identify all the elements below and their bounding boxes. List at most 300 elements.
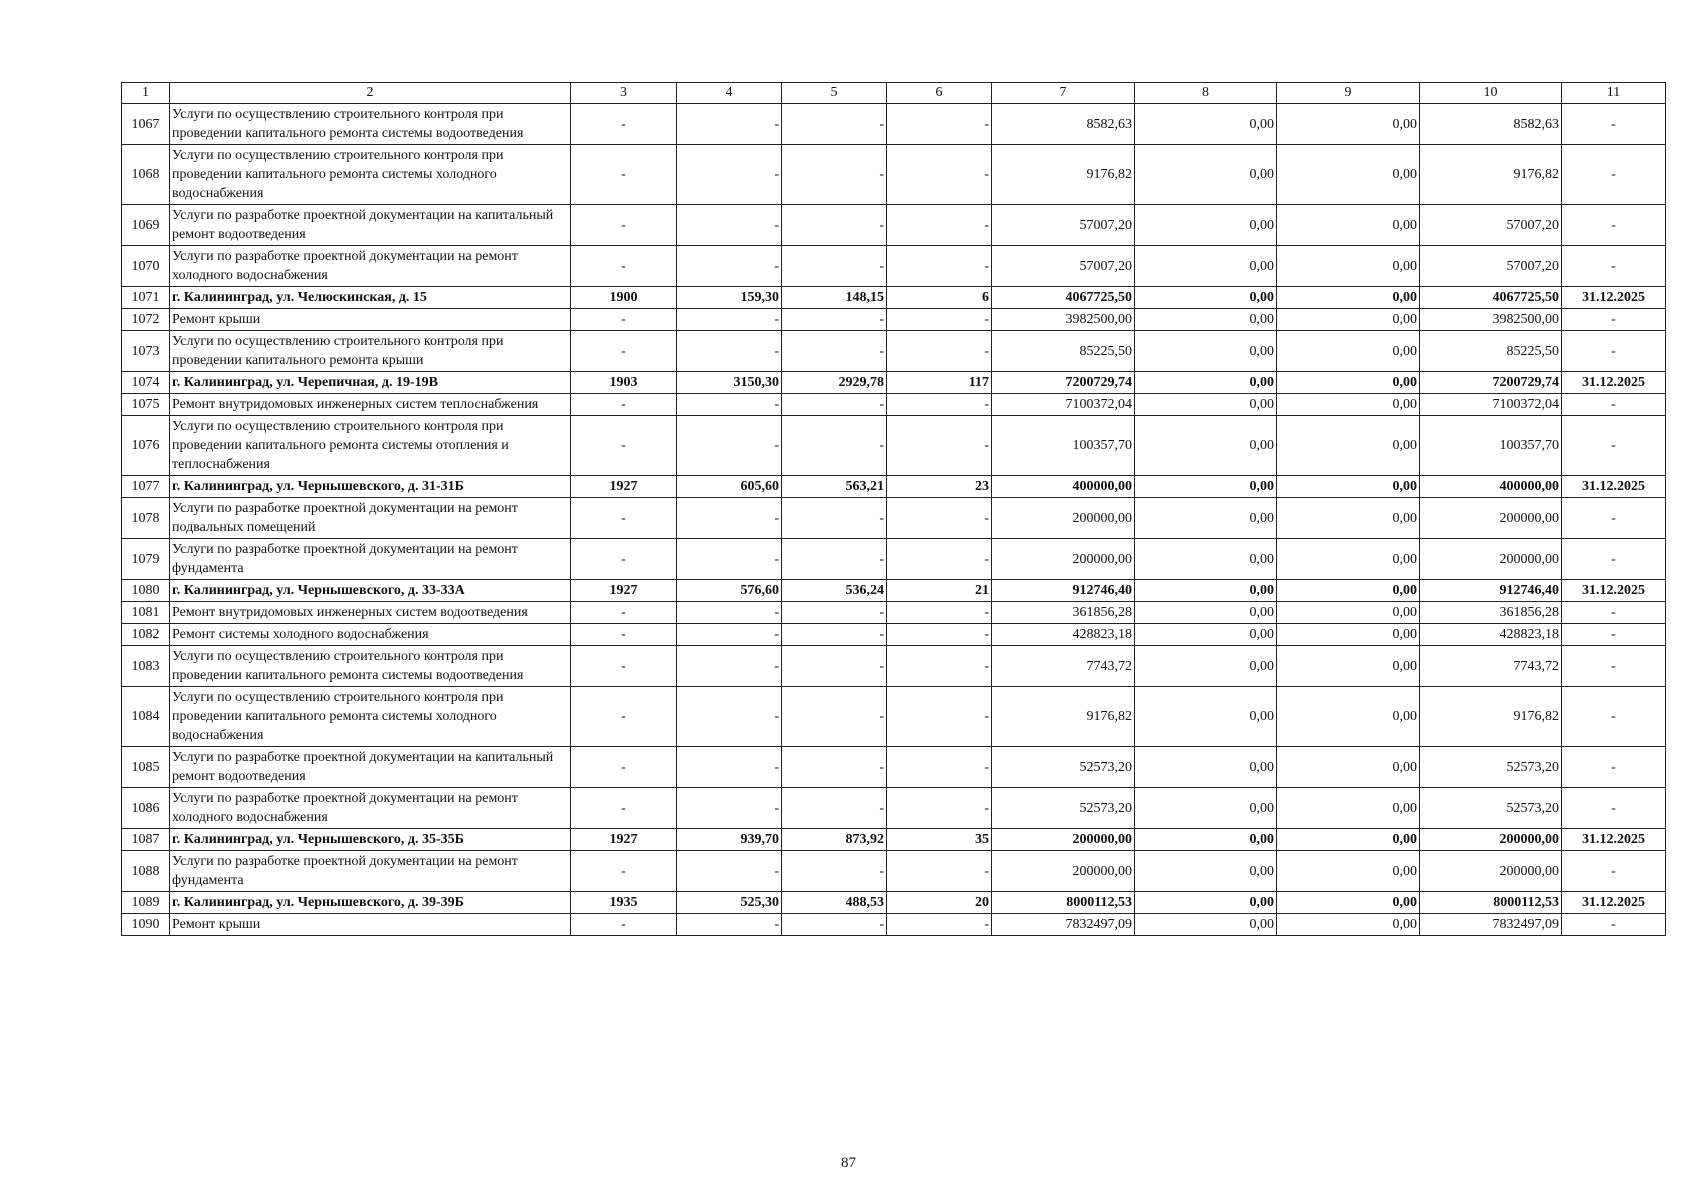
- cell-col3: -: [571, 246, 677, 287]
- cell-col7: 9176,82: [992, 687, 1135, 747]
- cell-col7: 912746,40: [992, 580, 1135, 602]
- cell-col8: 0,00: [1135, 829, 1277, 851]
- cell-col8: 0,00: [1135, 580, 1277, 602]
- cell-col7: 200000,00: [992, 498, 1135, 539]
- work-name: Ремонт крыши: [170, 309, 571, 331]
- cell-col3: 1935: [571, 892, 677, 914]
- cell-col9: 0,00: [1277, 309, 1420, 331]
- work-name: Услуги по осуществлению строительного контроля при проведении капитального ремонта системы холодного водоснабжения: [170, 687, 571, 747]
- cell-col8: 0,00: [1135, 687, 1277, 747]
- cell-col6: -: [887, 331, 992, 372]
- cell-col10: 8000112,53: [1420, 892, 1562, 914]
- cell-col5: 536,24: [782, 580, 887, 602]
- cell-col5: -: [782, 602, 887, 624]
- cell-col10: 52573,20: [1420, 747, 1562, 788]
- cell-col9: 0,00: [1277, 687, 1420, 747]
- cell-col9: 0,00: [1277, 892, 1420, 914]
- work-name: г. Калининград, ул. Чернышевского, д. 39-39Б: [170, 892, 571, 914]
- cell-col9: 0,00: [1277, 394, 1420, 416]
- cell-col6: -: [887, 646, 992, 687]
- cell-col4: 159,30: [677, 287, 782, 309]
- cell-col3: 1900: [571, 287, 677, 309]
- cell-col8: 0,00: [1135, 539, 1277, 580]
- row-number: 1076: [122, 416, 170, 476]
- cell-col4: -: [677, 602, 782, 624]
- cell-col4: -: [677, 104, 782, 145]
- cell-col11: -: [1562, 624, 1666, 646]
- cell-col3: -: [571, 309, 677, 331]
- cell-col4: 605,60: [677, 476, 782, 498]
- work-row: [122, 331, 1666, 372]
- cell-col5: -: [782, 309, 887, 331]
- cell-col9: 0,00: [1277, 416, 1420, 476]
- cell-col9: 0,00: [1277, 498, 1420, 539]
- row-number: 1071: [122, 287, 170, 309]
- cell-col7: 428823,18: [992, 624, 1135, 646]
- cell-col4: -: [677, 914, 782, 936]
- cell-col11: -: [1562, 788, 1666, 829]
- work-name: Ремонт системы холодного водоснабжения: [170, 624, 571, 646]
- work-name: г. Калининград, ул. Чернышевского, д. 35-35Б: [170, 829, 571, 851]
- cell-col11: -: [1562, 539, 1666, 580]
- cell-col10: 85225,50: [1420, 331, 1562, 372]
- capital-repair-table: [121, 82, 1666, 936]
- cell-col10: 7832497,09: [1420, 914, 1562, 936]
- cell-col7: 200000,00: [992, 851, 1135, 892]
- cell-col11: -: [1562, 416, 1666, 476]
- cell-col11: -: [1562, 498, 1666, 539]
- cell-col7: 7100372,04: [992, 394, 1135, 416]
- work-name: Ремонт крыши: [170, 914, 571, 936]
- cell-col7: 8582,63: [992, 104, 1135, 145]
- row-number: 1086: [122, 788, 170, 829]
- cell-col7: 200000,00: [992, 539, 1135, 580]
- work-name: Услуги по разработке проектной документации на ремонт холодного водоснабжения: [170, 788, 571, 829]
- cell-col5: -: [782, 624, 887, 646]
- cell-col3: -: [571, 602, 677, 624]
- cell-col11: 31.12.2025: [1562, 476, 1666, 498]
- work-name: Услуги по разработке проектной документации на ремонт подвальных помещений: [170, 498, 571, 539]
- cell-col6: -: [887, 539, 992, 580]
- cell-col4: -: [677, 851, 782, 892]
- row-number: 1075: [122, 394, 170, 416]
- cell-col5: -: [782, 914, 887, 936]
- cell-col8: 0,00: [1135, 498, 1277, 539]
- cell-col11: -: [1562, 646, 1666, 687]
- cell-col7: 361856,28: [992, 602, 1135, 624]
- cell-col11: -: [1562, 246, 1666, 287]
- work-name: Услуги по осуществлению строительного контроля при проведении капитального ремонта системы отопления и теплоснабжения: [170, 416, 571, 476]
- cell-col7: 85225,50: [992, 331, 1135, 372]
- cell-col4: 576,60: [677, 580, 782, 602]
- cell-col10: 200000,00: [1420, 851, 1562, 892]
- cell-col11: -: [1562, 104, 1666, 145]
- cell-col3: -: [571, 104, 677, 145]
- row-number: 1079: [122, 539, 170, 580]
- cell-col9: 0,00: [1277, 829, 1420, 851]
- cell-col6: -: [887, 416, 992, 476]
- cell-col4: -: [677, 246, 782, 287]
- work-row: [122, 914, 1666, 936]
- cell-col7: 57007,20: [992, 205, 1135, 246]
- cell-col3: -: [571, 914, 677, 936]
- cell-col9: 0,00: [1277, 851, 1420, 892]
- cell-col8: 0,00: [1135, 372, 1277, 394]
- cell-col3: 1903: [571, 372, 677, 394]
- cell-col6: -: [887, 602, 992, 624]
- cell-col9: 0,00: [1277, 287, 1420, 309]
- cell-col8: 0,00: [1135, 416, 1277, 476]
- cell-col3: -: [571, 394, 677, 416]
- cell-col5: -: [782, 498, 887, 539]
- cell-col6: -: [887, 851, 992, 892]
- cell-col9: 0,00: [1277, 624, 1420, 646]
- cell-col4: -: [677, 788, 782, 829]
- work-row: [122, 788, 1666, 829]
- cell-col5: 2929,78: [782, 372, 887, 394]
- work-name: Услуги по осуществлению строительного контроля при проведении капитального ремонта системы водоотведения: [170, 646, 571, 687]
- cell-col10: 7743,72: [1420, 646, 1562, 687]
- cell-col3: -: [571, 498, 677, 539]
- cell-col4: -: [677, 687, 782, 747]
- row-number: 1089: [122, 892, 170, 914]
- cell-col7: 200000,00: [992, 829, 1135, 851]
- cell-col11: -: [1562, 309, 1666, 331]
- cell-col11: -: [1562, 145, 1666, 205]
- row-number: 1087: [122, 829, 170, 851]
- cell-col7: 52573,20: [992, 788, 1135, 829]
- cell-col6: -: [887, 145, 992, 205]
- cell-col4: -: [677, 205, 782, 246]
- cell-col4: -: [677, 539, 782, 580]
- cell-col9: 0,00: [1277, 104, 1420, 145]
- work-name: г. Калининград, ул. Челюскинская, д. 15: [170, 287, 571, 309]
- cell-col9: 0,00: [1277, 580, 1420, 602]
- work-row: [122, 539, 1666, 580]
- cell-col6: -: [887, 914, 992, 936]
- work-row: [122, 646, 1666, 687]
- cell-col10: 57007,20: [1420, 246, 1562, 287]
- cell-col5: -: [782, 205, 887, 246]
- page-number: 87: [841, 1155, 856, 1171]
- work-row: [122, 687, 1666, 747]
- column-number-3: 3: [571, 83, 677, 104]
- cell-col7: 7832497,09: [992, 914, 1135, 936]
- column-number-5: 5: [782, 83, 887, 104]
- cell-col7: 9176,82: [992, 145, 1135, 205]
- cell-col11: -: [1562, 914, 1666, 936]
- cell-col6: -: [887, 747, 992, 788]
- cell-col5: -: [782, 788, 887, 829]
- work-row: [122, 851, 1666, 892]
- row-number: 1080: [122, 580, 170, 602]
- cell-col9: 0,00: [1277, 331, 1420, 372]
- cell-col10: 200000,00: [1420, 498, 1562, 539]
- row-number: 1085: [122, 747, 170, 788]
- row-number: 1068: [122, 145, 170, 205]
- cell-col5: -: [782, 145, 887, 205]
- row-number: 1069: [122, 205, 170, 246]
- cell-col5: -: [782, 394, 887, 416]
- cell-col3: -: [571, 851, 677, 892]
- row-number: 1090: [122, 914, 170, 936]
- cell-col10: 52573,20: [1420, 788, 1562, 829]
- work-name: Услуги по разработке проектной документации на ремонт фундамента: [170, 851, 571, 892]
- cell-col10: 7200729,74: [1420, 372, 1562, 394]
- column-number-1: 1: [122, 83, 170, 104]
- cell-col6: -: [887, 246, 992, 287]
- cell-col10: 57007,20: [1420, 205, 1562, 246]
- cell-col11: -: [1562, 205, 1666, 246]
- cell-col5: 488,53: [782, 892, 887, 914]
- cell-col8: 0,00: [1135, 287, 1277, 309]
- cell-col8: 0,00: [1135, 602, 1277, 624]
- cell-col6: -: [887, 687, 992, 747]
- cell-col10: 3982500,00: [1420, 309, 1562, 331]
- cell-col3: -: [571, 145, 677, 205]
- cell-col10: 428823,18: [1420, 624, 1562, 646]
- cell-col8: 0,00: [1135, 394, 1277, 416]
- cell-col10: 100357,70: [1420, 416, 1562, 476]
- cell-col5: -: [782, 687, 887, 747]
- cell-col3: -: [571, 539, 677, 580]
- cell-col8: 0,00: [1135, 788, 1277, 829]
- cell-col3: -: [571, 205, 677, 246]
- cell-col3: -: [571, 788, 677, 829]
- cell-col11: 31.12.2025: [1562, 372, 1666, 394]
- cell-col10: 9176,82: [1420, 145, 1562, 205]
- column-number-8: 8: [1135, 83, 1277, 104]
- cell-col6: -: [887, 624, 992, 646]
- address-row: [122, 476, 1666, 498]
- cell-col4: 939,70: [677, 829, 782, 851]
- column-number-row: [122, 83, 1666, 104]
- cell-col10: 200000,00: [1420, 829, 1562, 851]
- work-name: Ремонт внутридомовых инженерных систем теплоснабжения: [170, 394, 571, 416]
- cell-col4: -: [677, 498, 782, 539]
- row-number: 1077: [122, 476, 170, 498]
- cell-col4: -: [677, 145, 782, 205]
- cell-col8: 0,00: [1135, 892, 1277, 914]
- cell-col11: -: [1562, 331, 1666, 372]
- cell-col3: 1927: [571, 580, 677, 602]
- work-row: [122, 394, 1666, 416]
- cell-col9: 0,00: [1277, 914, 1420, 936]
- cell-col3: -: [571, 331, 677, 372]
- cell-col9: 0,00: [1277, 372, 1420, 394]
- cell-col3: -: [571, 624, 677, 646]
- cell-col5: -: [782, 539, 887, 580]
- work-row: [122, 747, 1666, 788]
- cell-col8: 0,00: [1135, 851, 1277, 892]
- cell-col4: 3150,30: [677, 372, 782, 394]
- cell-col3: 1927: [571, 476, 677, 498]
- cell-col9: 0,00: [1277, 747, 1420, 788]
- work-name: Услуги по осуществлению строительного контроля при проведении капитального ремонта системы холодного водоснабжения: [170, 145, 571, 205]
- address-row: [122, 287, 1666, 309]
- work-name: Услуги по разработке проектной документации на ремонт холодного водоснабжения: [170, 246, 571, 287]
- cell-col9: 0,00: [1277, 246, 1420, 287]
- cell-col8: 0,00: [1135, 246, 1277, 287]
- cell-col11: -: [1562, 851, 1666, 892]
- cell-col5: -: [782, 851, 887, 892]
- cell-col3: -: [571, 687, 677, 747]
- work-name: Услуги по разработке проектной документации на капитальный ремонт водоотведения: [170, 205, 571, 246]
- cell-col3: 1927: [571, 829, 677, 851]
- column-number-7: 7: [992, 83, 1135, 104]
- cell-col4: -: [677, 394, 782, 416]
- row-number: 1088: [122, 851, 170, 892]
- cell-col4: -: [677, 747, 782, 788]
- cell-col5: -: [782, 331, 887, 372]
- cell-col3: -: [571, 747, 677, 788]
- cell-col10: 8582,63: [1420, 104, 1562, 145]
- cell-col7: 100357,70: [992, 416, 1135, 476]
- cell-col6: -: [887, 788, 992, 829]
- cell-col10: 9176,82: [1420, 687, 1562, 747]
- column-number-11: 11: [1562, 83, 1666, 104]
- work-name: г. Калининград, ул. Черепичная, д. 19-19В: [170, 372, 571, 394]
- column-number-4: 4: [677, 83, 782, 104]
- cell-col8: 0,00: [1135, 145, 1277, 205]
- address-row: [122, 892, 1666, 914]
- cell-col11: 31.12.2025: [1562, 580, 1666, 602]
- cell-col5: 563,21: [782, 476, 887, 498]
- cell-col5: -: [782, 747, 887, 788]
- cell-col7: 7200729,74: [992, 372, 1135, 394]
- cell-col8: 0,00: [1135, 747, 1277, 788]
- work-name: Услуги по осуществлению строительного контроля при проведении капитального ремонта крыши: [170, 331, 571, 372]
- cell-col5: 873,92: [782, 829, 887, 851]
- row-number: 1070: [122, 246, 170, 287]
- column-number-10: 10: [1420, 83, 1562, 104]
- work-row: [122, 246, 1666, 287]
- work-name: Услуги по осуществлению строительного контроля при проведении капитального ремонта системы водоотведения: [170, 104, 571, 145]
- cell-col4: -: [677, 331, 782, 372]
- cell-col9: 0,00: [1277, 646, 1420, 687]
- cell-col10: 361856,28: [1420, 602, 1562, 624]
- cell-col11: 31.12.2025: [1562, 829, 1666, 851]
- cell-col6: -: [887, 394, 992, 416]
- row-number: 1074: [122, 372, 170, 394]
- cell-col6: -: [887, 205, 992, 246]
- cell-col7: 57007,20: [992, 246, 1135, 287]
- cell-col4: -: [677, 624, 782, 646]
- work-name: Услуги по разработке проектной документации на ремонт фундамента: [170, 539, 571, 580]
- cell-col9: 0,00: [1277, 788, 1420, 829]
- cell-col6: 20: [887, 892, 992, 914]
- address-row: [122, 829, 1666, 851]
- work-name: г. Калининград, ул. Чернышевского, д. 33-33А: [170, 580, 571, 602]
- cell-col6: 23: [887, 476, 992, 498]
- cell-col9: 0,00: [1277, 476, 1420, 498]
- cell-col8: 0,00: [1135, 624, 1277, 646]
- cell-col8: 0,00: [1135, 205, 1277, 246]
- row-number: 1072: [122, 309, 170, 331]
- cell-col8: 0,00: [1135, 646, 1277, 687]
- cell-col11: -: [1562, 687, 1666, 747]
- cell-col3: -: [571, 416, 677, 476]
- cell-col7: 400000,00: [992, 476, 1135, 498]
- cell-col11: -: [1562, 602, 1666, 624]
- cell-col5: -: [782, 646, 887, 687]
- cell-col7: 52573,20: [992, 747, 1135, 788]
- work-name: г. Калининград, ул. Чернышевского, д. 31-31Б: [170, 476, 571, 498]
- cell-col6: 21: [887, 580, 992, 602]
- cell-col8: 0,00: [1135, 104, 1277, 145]
- row-number: 1078: [122, 498, 170, 539]
- work-name: Ремонт внутридомовых инженерных систем водоотведения: [170, 602, 571, 624]
- row-number: 1067: [122, 104, 170, 145]
- cell-col8: 0,00: [1135, 309, 1277, 331]
- cell-col10: 912746,40: [1420, 580, 1562, 602]
- cell-col8: 0,00: [1135, 476, 1277, 498]
- cell-col8: 0,00: [1135, 331, 1277, 372]
- cell-col10: 7100372,04: [1420, 394, 1562, 416]
- work-row: [122, 602, 1666, 624]
- cell-col11: 31.12.2025: [1562, 287, 1666, 309]
- address-row: [122, 372, 1666, 394]
- cell-col7: 7743,72: [992, 646, 1135, 687]
- row-number: 1083: [122, 646, 170, 687]
- cell-col8: 0,00: [1135, 914, 1277, 936]
- cell-col6: 6: [887, 287, 992, 309]
- row-number: 1082: [122, 624, 170, 646]
- cell-col6: -: [887, 309, 992, 331]
- column-number-2: 2: [170, 83, 571, 104]
- work-row: [122, 104, 1666, 145]
- work-row: [122, 309, 1666, 331]
- cell-col6: 117: [887, 372, 992, 394]
- cell-col4: -: [677, 416, 782, 476]
- cell-col9: 0,00: [1277, 602, 1420, 624]
- cell-col9: 0,00: [1277, 539, 1420, 580]
- work-row: [122, 145, 1666, 205]
- work-row: [122, 416, 1666, 476]
- cell-col9: 0,00: [1277, 145, 1420, 205]
- cell-col11: 31.12.2025: [1562, 892, 1666, 914]
- cell-col9: 0,00: [1277, 205, 1420, 246]
- work-row: [122, 498, 1666, 539]
- cell-col10: 400000,00: [1420, 476, 1562, 498]
- row-number: 1081: [122, 602, 170, 624]
- work-name: Услуги по разработке проектной документации на капитальный ремонт водоотведения: [170, 747, 571, 788]
- row-number: 1073: [122, 331, 170, 372]
- cell-col10: 200000,00: [1420, 539, 1562, 580]
- address-row: [122, 580, 1666, 602]
- cell-col5: 148,15: [782, 287, 887, 309]
- cell-col7: 8000112,53: [992, 892, 1135, 914]
- cell-col4: 525,30: [677, 892, 782, 914]
- cell-col3: -: [571, 646, 677, 687]
- cell-col10: 4067725,50: [1420, 287, 1562, 309]
- cell-col4: -: [677, 646, 782, 687]
- cell-col5: -: [782, 416, 887, 476]
- cell-col6: -: [887, 498, 992, 539]
- cell-col11: -: [1562, 394, 1666, 416]
- cell-col5: -: [782, 104, 887, 145]
- cell-col4: -: [677, 309, 782, 331]
- work-row: [122, 205, 1666, 246]
- column-number-9: 9: [1277, 83, 1420, 104]
- work-row: [122, 624, 1666, 646]
- cell-col11: -: [1562, 747, 1666, 788]
- column-number-6: 6: [887, 83, 992, 104]
- cell-col6: -: [887, 104, 992, 145]
- cell-col6: 35: [887, 829, 992, 851]
- cell-col7: 3982500,00: [992, 309, 1135, 331]
- row-number: 1084: [122, 687, 170, 747]
